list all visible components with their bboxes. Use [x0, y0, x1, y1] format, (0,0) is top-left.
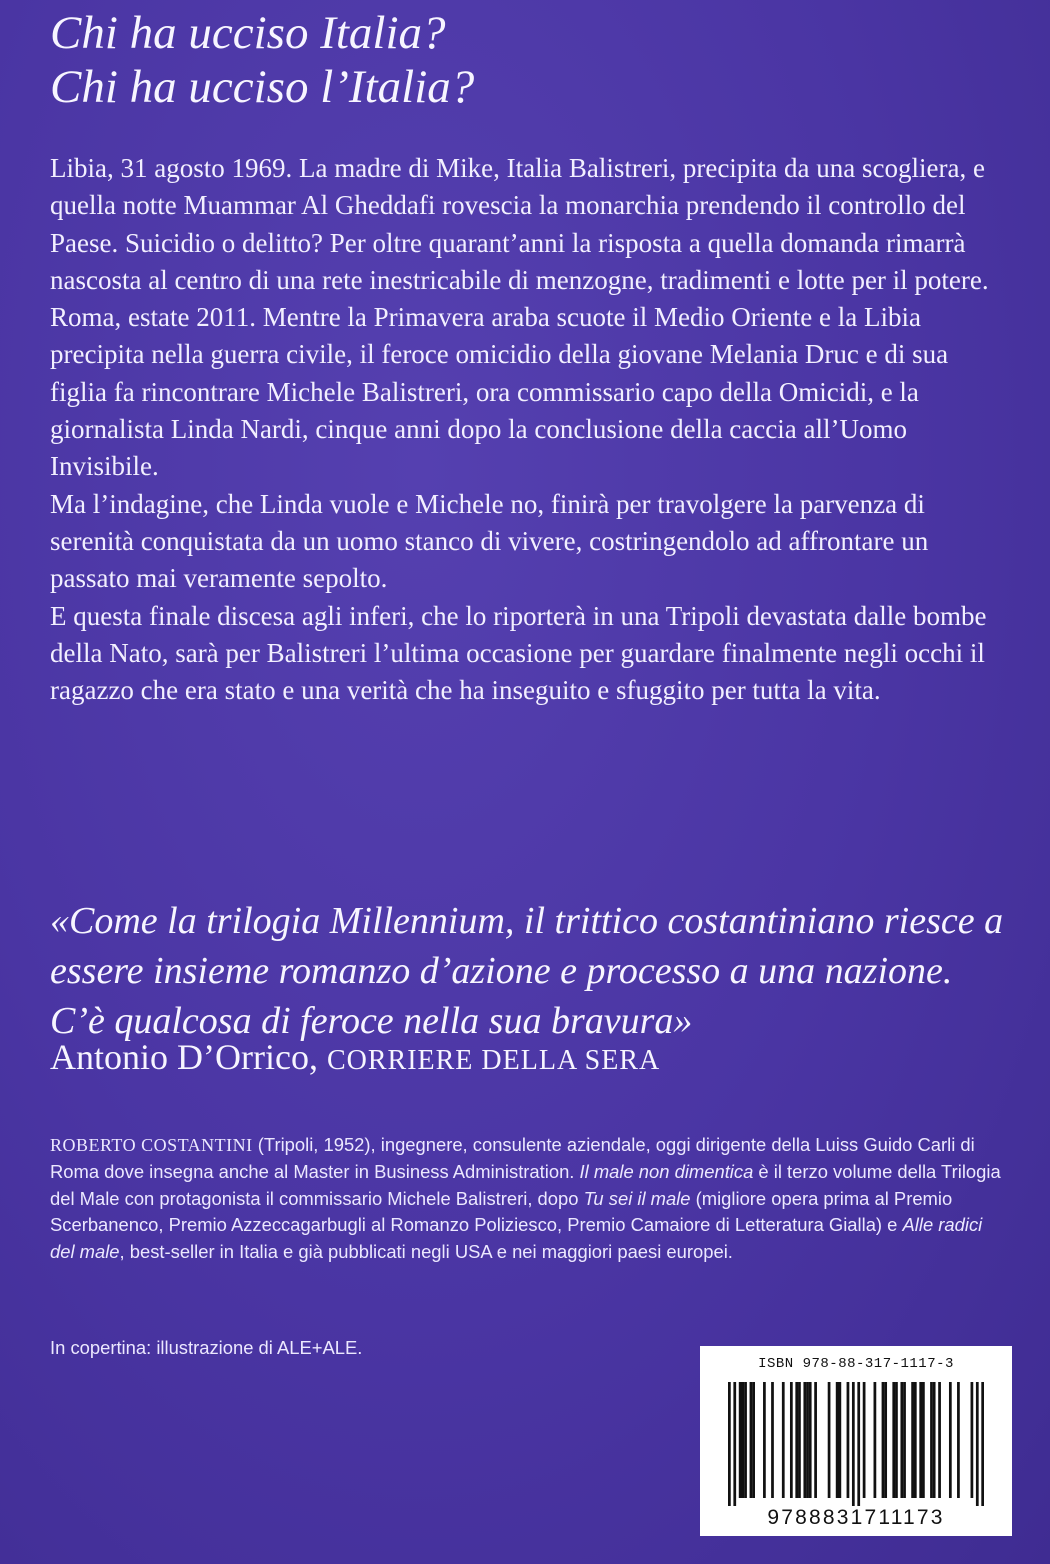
- synopsis: [50, 150, 1010, 709]
- barcode-bar: [790, 1382, 793, 1498]
- barcode-bar: [798, 1382, 801, 1498]
- book-title-3: Alle radici del male: [50, 1214, 983, 1263]
- press-quote: «Come la trilogia Millennium, il trittico costantiniano riesce a essere insieme romanzo d’azione e processo a una nazione. C’è qualcosa di feroce nella sua bravura»: [50, 900, 1004, 1042]
- synopsis-paragraph-2: Roma, estate 2011. Mentre la Primavera araba scuote il Medio Oriente e la Libia precipita nella guerra civile, il feroce omicidio della giovane Melania Druc e di sua figlia fa rincontrare Michele Balistreri, ora commissario capo della Omicidi, e la giornalista Linda Nardi, cinque anni dopo la conclusione della caccia all’Uomo Invisibile.: [50, 302, 949, 482]
- barcode-bar: [981, 1382, 984, 1506]
- barcode-bar: [857, 1382, 860, 1506]
- synopsis-paragraph-1: Libia, 31 agosto 1969. La madre di Mike, Italia Balistreri, precipita da una scogliera, e quella notte Muammar Al Gheddafi rovescia la monarchia prendendo il controllo del Paese. Suicidio o delitto? Per oltre quarant’anni la risposta a quella domanda rimarrà nascosta al centro di una rete inestricabile di menzogne, tradimenti e lotte per il potere.: [50, 153, 989, 295]
- barcode-bar: [882, 1382, 885, 1498]
- barcode-bar: [938, 1382, 941, 1498]
- barcode-bar: [803, 1382, 806, 1498]
- author-bio: [50, 1132, 1010, 1266]
- barcode-bar: [957, 1382, 960, 1498]
- barcode-bar: [838, 1382, 841, 1498]
- barcode-bar: [900, 1382, 903, 1498]
- barcode-bar: [949, 1382, 952, 1498]
- barcode-bar: [782, 1382, 785, 1498]
- barcode-bar: [814, 1382, 817, 1498]
- barcode-bar: [852, 1382, 855, 1506]
- barcode-bar: [930, 1382, 933, 1498]
- headline-line-1: Chi ha ucciso Italia?: [50, 7, 446, 59]
- synopsis-paragraph-3: Ma l’indagine, che Linda vuole e Michele no, finirà per travolgere la parvenza di serenità conquistata da un uomo stanco di vivere, costringendolo ad affrontare un passato mai veramente sepolto.: [50, 488, 929, 594]
- barcode-bar: [919, 1382, 922, 1498]
- barcode-bar: [911, 1382, 914, 1498]
- barcode-bar: [922, 1382, 925, 1498]
- barcode-bar: [863, 1382, 866, 1498]
- barcode-bar: [971, 1382, 974, 1498]
- bio-text-3: (migliore opera prima al Premio Scerbanenco, Premio Azzeccagarbugli al Romanzo Poliziesco, Premio Camaiore di Letteratura Gialla) e: [50, 1187, 953, 1236]
- barcode-bar: [874, 1382, 877, 1498]
- synopsis-paragraph-4: E questa finale discesa agli inferi, che lo riporterà in una Tripoli devastata dalle bombe della Nato, sarà per Balistreri l’ultima occasione per guardare finalmente negli occhi il ragazzo che era stato e una verità che ha inseguito e sfuggito per tutta la vita.: [50, 600, 987, 706]
- barcode-bar: [847, 1382, 850, 1498]
- bio-text-2: è il terzo volume della Trilogia del Male con protagonista il commissario Michele Balistreri, dopo: [50, 1160, 1001, 1209]
- barcode-bars: [728, 1382, 984, 1506]
- quote-attribution: [50, 1035, 1010, 1083]
- barcode-bar: [895, 1382, 898, 1498]
- barcode-digits: 9788831711173: [767, 1506, 945, 1529]
- author-name: ROBERTO COSTANTINI: [50, 1135, 253, 1155]
- barcode-bar: [828, 1382, 831, 1498]
- barcode-bar: [884, 1382, 887, 1498]
- barcode-bar: [809, 1382, 812, 1498]
- barcode-bar: [795, 1382, 798, 1498]
- bio-text-4: , best-seller in Italia e già pubblicati negli USA e nei maggiori paesi europei.: [119, 1241, 733, 1263]
- barcode-bar: [976, 1382, 979, 1506]
- barcode-bar: [728, 1382, 731, 1506]
- headline-line-2: Chi ha ucciso l’Italia?: [50, 61, 475, 113]
- barcode-bar: [763, 1382, 766, 1498]
- book-title-1: Il male non dimentica: [579, 1160, 754, 1182]
- barcode-bar: [752, 1382, 755, 1498]
- quote-source: CORRIERE DELLA SERA: [326, 1045, 661, 1076]
- barcode-bar: [933, 1382, 936, 1498]
- barcode-bar: [733, 1382, 736, 1506]
- book-title-2: Tu sei il male: [583, 1187, 691, 1209]
- quote-author: Antonio D’Orrico,: [50, 1037, 318, 1077]
- barcode-bar: [836, 1382, 839, 1498]
- bio-text-1: (Tripoli, 1952), ingegnere, consulente aziendale, oggi dirigente della Luiss Guido Carli di Roma dove insegna anche al Master in Business Administration.: [50, 1134, 975, 1182]
- headline: [50, 6, 1010, 114]
- barcode-bar: [892, 1382, 895, 1498]
- barcode-bar: [739, 1382, 742, 1498]
- cover-credit: In copertina: illustrazione di ALE+ALE.: [50, 1337, 363, 1358]
- barcode-bar: [806, 1382, 809, 1498]
- barcode-bar: [771, 1382, 774, 1498]
- isbn-label: ISBN 978-88-317-1117-3: [758, 1356, 954, 1372]
- barcode-bar: [750, 1382, 753, 1498]
- isbn-barcode: [700, 1346, 1012, 1536]
- barcode-bar: [741, 1382, 744, 1498]
- barcode-bar: [744, 1382, 747, 1498]
- barcode-bar: [903, 1382, 906, 1498]
- barcode-bar: [914, 1382, 917, 1498]
